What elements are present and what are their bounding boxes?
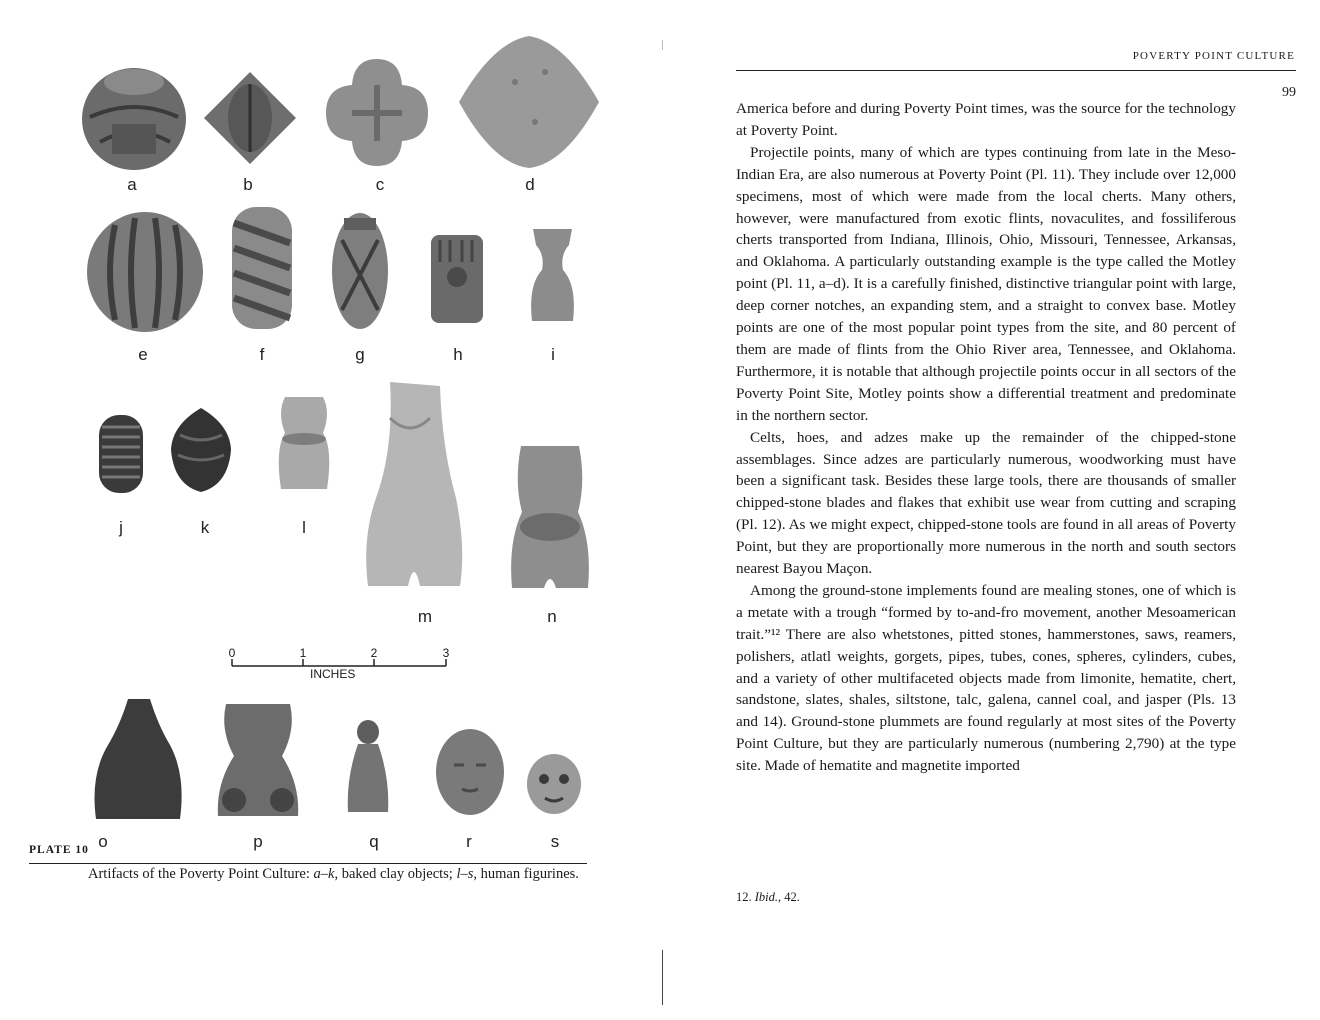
running-head: POVERTY POINT CULTURE — [1132, 50, 1295, 62]
artifact-k — [168, 405, 234, 495]
artifact-r — [434, 727, 506, 817]
artifact-g — [330, 210, 390, 332]
body-text — [736, 98, 1236, 777]
artifact-c — [322, 55, 432, 170]
figure-letter: a — [127, 175, 137, 194]
figure-letter: o — [98, 832, 108, 851]
paragraph: America before and during Poverty Point times, was the source for the technology at Poverty Point. — [736, 100, 1236, 139]
artifact-d — [455, 32, 603, 172]
artifact-e — [85, 210, 205, 335]
figure-letter: i — [551, 345, 555, 364]
caption-rule — [29, 863, 587, 864]
artifact-o — [88, 695, 188, 823]
artifact-b — [200, 68, 300, 168]
figure-letter: k — [200, 518, 210, 537]
scale-number: 3 — [442, 646, 450, 660]
paragraph: Celts, hoes, and adzes make up the remainder of the chipped-stone assemblages. Since adzes are particularly numerous, woodworking must have been a significant task. Besides these large tools, there are thousands of smaller chipped-stone blades and flakes that exhibit use wear from cutting and scraping (Pl. 12). As we might expect, chipped-stone tools are found in all areas of Poverty Point, but they are proportionally more numerous in the north and south sectors nearest Bayou Maçon. — [736, 428, 1236, 578]
artifact-h — [428, 232, 486, 326]
figure-letter: c — [375, 175, 385, 194]
scale-number: 0 — [228, 646, 236, 660]
scale-number: 1 — [299, 646, 307, 660]
figure-letter: e — [138, 345, 148, 364]
figure-letter: f — [259, 345, 265, 364]
artifact-q — [342, 718, 394, 816]
artifact-a — [80, 62, 188, 172]
figure-letter: b — [243, 175, 253, 194]
page-number: 99 — [1282, 85, 1296, 100]
figure-letter: s — [550, 832, 560, 851]
scale-number: 2 — [370, 646, 378, 660]
artifact-j — [96, 412, 146, 496]
artifact-f — [228, 203, 296, 333]
figure-letter: g — [355, 345, 365, 364]
figure-letter: l — [302, 518, 306, 537]
plate-label: PLATE 10 — [29, 844, 89, 856]
paragraph: Projectile points, many of which are types continuing from late in the Meso-Indian Era, are also numerous at Poverty Point (Pl. 11). They include over 12,000 specimens, most of which were made from the local cherts. Many others, however, were manufactured from exotic flints, novaculites, and fossiliferous cherts transported from Indiana, Illinois, Ohio, Missouri, Tennessee, Arkansas, and Oklahoma. A particularly outstanding example is the type called the Motley point (Pl. 11, a–d). It is a carefully finished, distinctive triangular point with large, deep corner notches, an expanding stem, and a straight to convex base. Motley points are one of the most popular point types from the site, and 80 percent of them are made of flints from the Ohio River area, Tennessee, and Oklahoma. Furthermore, it is notable that although projectile points occur in all sectors of the Poverty Point Site, Motley points show a differential treatment and predominate in the northern sector. — [736, 143, 1236, 424]
figure-letter: h — [453, 345, 463, 364]
right-page-text — [663, 0, 1320, 1020]
figure-letter: p — [253, 832, 263, 851]
artifact-n — [506, 442, 594, 592]
artifact-s — [525, 752, 583, 816]
figure-letter: j — [119, 518, 123, 537]
scale-unit-label: INCHES — [310, 667, 356, 681]
figure-letter: d — [525, 175, 535, 194]
plate-caption: Artifacts of the Poverty Point Culture: a–k, baked clay objects; l–s, human figurines. — [88, 866, 579, 882]
artifact-m — [360, 378, 468, 590]
figure-letter: m — [417, 607, 433, 626]
artifact-i — [525, 225, 580, 325]
figure-letter: n — [547, 607, 557, 626]
footnote: 12. Ibid., 42. — [736, 890, 800, 904]
artifact-l — [273, 393, 335, 493]
artifact-p — [212, 700, 304, 820]
figure-letter: q — [369, 832, 379, 851]
scale-bar — [222, 646, 462, 686]
figure-letter: r — [466, 832, 472, 851]
header-rule — [736, 70, 1296, 71]
paragraph: Among the ground-stone implements found are mealing stones, one of which is a metate with a trough “formed by to-and-fro movement, another Mesoamerican trait.”¹² There are also whetstones, pitted stones, hammerstones, saws, reamers, polishers, atlatl weights, gorgets, pipes, tubes, cones, spheres, cylinders, cubes, and a variety of other multifaceted objects made from limonite, hematite, chert, sandstone, slates, shales, siltstone, talc, galena, cannel coal, and jasper (Pls. 13 and 14). Ground-stone plummets are found regularly at most sites of the Poverty Point Culture, but they are particularly numerous (numbering 2,790) at the type site. Made of hematite and magnetite imported — [736, 581, 1236, 775]
